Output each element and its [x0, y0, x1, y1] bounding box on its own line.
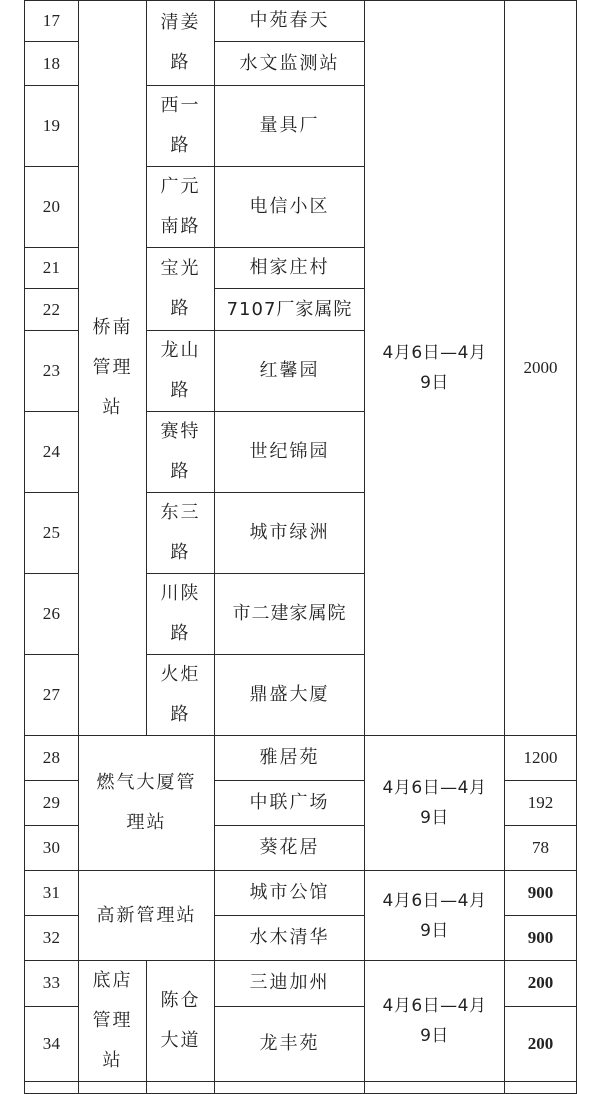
station-name-qiaonan: 桥南 管理 站 [79, 1, 147, 736]
household-count: 200 [505, 961, 577, 1007]
row-number: 25 [25, 493, 79, 574]
table-row-partial [25, 1082, 577, 1094]
community-name: 城市绿洲 [215, 493, 365, 574]
community-name: 量具厂 [215, 86, 365, 167]
community-name: 中苑春天 [215, 1, 365, 42]
row-number: 22 [25, 289, 79, 331]
community-name: 相家庄村 [215, 248, 365, 289]
table-row [25, 736, 577, 781]
row-number: 18 [25, 42, 79, 86]
community-name: 7107厂家属院 [215, 289, 365, 331]
row-number: 31 [25, 871, 79, 916]
row-number: 20 [25, 167, 79, 248]
household-count: 2000 [505, 1, 577, 736]
household-count: 192 [505, 781, 577, 826]
road-name-qingjiang: 清姜 路 [147, 1, 215, 86]
community-name: 世纪锦园 [215, 412, 365, 493]
road-name-guangyuannan: 广元 南路 [147, 167, 215, 248]
household-count: 900 [505, 916, 577, 961]
community-name: 电信小区 [215, 167, 365, 248]
community-name: 葵花居 [215, 826, 365, 871]
household-count: 78 [505, 826, 577, 871]
row-number: 19 [25, 86, 79, 167]
community-name: 水木清华 [215, 916, 365, 961]
community-name: 市二建家属院 [215, 574, 365, 655]
road-name-longshan: 龙山 路 [147, 331, 215, 412]
row-number: 29 [25, 781, 79, 826]
heating-schedule-table [24, 0, 577, 1094]
heating-dates: 4月6日—4月 9日 [365, 736, 505, 871]
table-cell-empty [365, 1082, 505, 1094]
community-name: 雅居苑 [215, 736, 365, 781]
table-row [25, 1, 577, 42]
community-name: 水文监测站 [215, 42, 365, 86]
household-count: 900 [505, 871, 577, 916]
community-name: 龙丰苑 [215, 1006, 365, 1081]
household-count: 200 [505, 1006, 577, 1081]
community-name: 中联广场 [215, 781, 365, 826]
community-name: 城市公馆 [215, 871, 365, 916]
road-name-baoguang: 宝光 路 [147, 248, 215, 331]
household-count: 1200 [505, 736, 577, 781]
station-name-ranqi: 燃气大厦管 理站 [79, 736, 215, 871]
row-number: 17 [25, 1, 79, 42]
row-number: 30 [25, 826, 79, 871]
table-cell-empty [215, 1082, 365, 1094]
row-number: 24 [25, 412, 79, 493]
heating-dates: 4月6日—4月 9日 [365, 871, 505, 961]
community-name: 红馨园 [215, 331, 365, 412]
table-cell-empty [79, 1082, 147, 1094]
road-name-chuanshan: 川陕 路 [147, 574, 215, 655]
station-name-gaoxin: 高新管理站 [79, 871, 215, 961]
station-name-didian: 底店 管理 站 [79, 961, 147, 1082]
table-row [25, 961, 577, 1007]
table-cell-empty [147, 1082, 215, 1094]
road-name-chencang: 陈仓 大道 [147, 961, 215, 1082]
row-number: 34 [25, 1006, 79, 1081]
heating-dates: 4月6日—4月 9日 [365, 961, 505, 1082]
table-cell-empty [25, 1082, 79, 1094]
heating-dates: 4月6日—4月 9日 [365, 1, 505, 736]
row-number: 26 [25, 574, 79, 655]
community-name: 鼎盛大厦 [215, 655, 365, 736]
road-name-saite: 赛特 路 [147, 412, 215, 493]
row-number: 21 [25, 248, 79, 289]
row-number: 32 [25, 916, 79, 961]
road-name-xiyi: 西一 路 [147, 86, 215, 167]
table-cell-empty [505, 1082, 577, 1094]
road-name-huoju: 火炬 路 [147, 655, 215, 736]
row-number: 28 [25, 736, 79, 781]
row-number: 23 [25, 331, 79, 412]
row-number: 33 [25, 961, 79, 1007]
road-name-dongsan: 东三 路 [147, 493, 215, 574]
community-name: 三迪加州 [215, 961, 365, 1007]
row-number: 27 [25, 655, 79, 736]
table-row [25, 871, 577, 916]
